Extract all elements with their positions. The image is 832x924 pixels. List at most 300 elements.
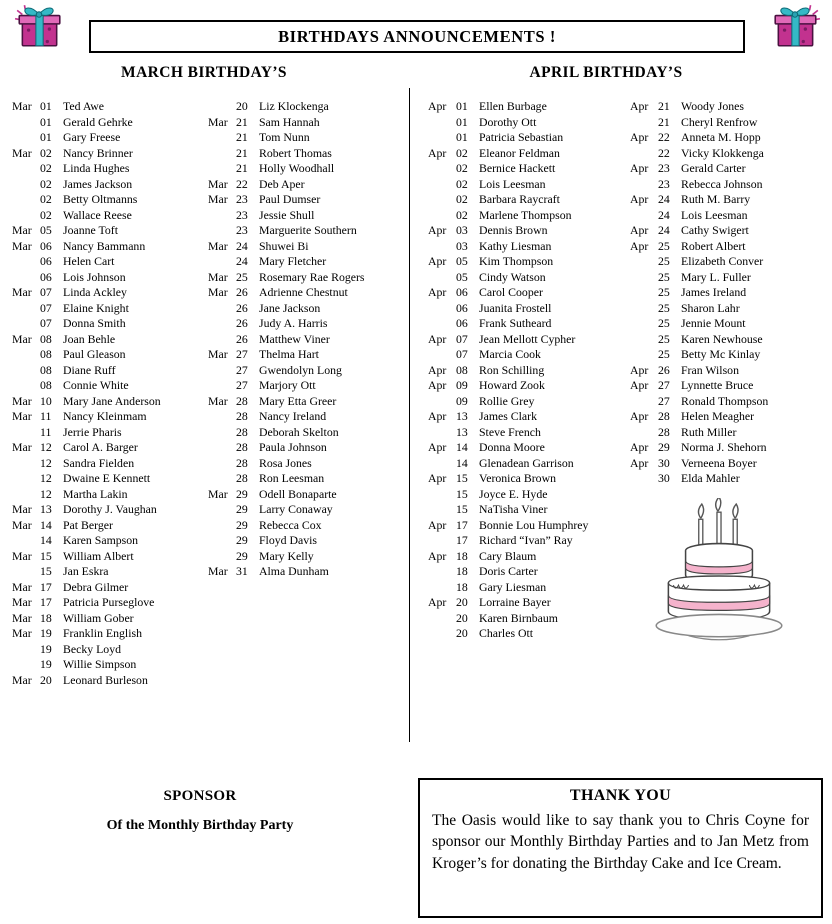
month-label: Mar [12, 517, 32, 532]
day-label: 24 [236, 238, 248, 253]
day-label: 02 [40, 192, 52, 206]
day-label: 18 [40, 610, 52, 625]
birthday-row [12, 223, 161, 239]
birthday-row [428, 425, 588, 441]
day-label: 02 [456, 207, 468, 222]
person-name: Marguerite Southern [259, 223, 357, 237]
day-label: 25 [236, 269, 248, 284]
birthday-row [12, 394, 161, 410]
month-label: Apr [630, 409, 649, 423]
birthday-row [630, 440, 768, 456]
month-label [12, 115, 40, 131]
person-name: Linda Ackley [63, 285, 127, 299]
month-label: Mar [12, 285, 32, 299]
day-label: 27 [658, 378, 670, 392]
day-label: 26 [658, 362, 670, 377]
birthday-row [630, 192, 768, 208]
person-name: Rebecca Johnson [681, 176, 763, 191]
day-label: 21 [658, 99, 670, 113]
person-name: Joanne Toft [63, 223, 118, 237]
person-name: Holly Woodhall [259, 161, 335, 175]
birthday-row [208, 301, 365, 317]
month-label: Mar [12, 502, 32, 516]
thank-you-title: THANK YOU [569, 787, 672, 804]
day-label: 25 [658, 254, 670, 268]
person-name: Elizabeth Conver [681, 254, 764, 268]
birthday-row [428, 192, 588, 208]
month-label [12, 363, 40, 379]
month-label: Apr [630, 440, 649, 454]
person-name: Liz Klockenga [259, 99, 329, 113]
birthday-row [208, 456, 365, 472]
day-label: 25 [658, 238, 670, 253]
birthday-row [12, 332, 161, 348]
march-section-title: MARCH BIRTHDAY’S [121, 64, 287, 81]
day-label: 26 [236, 285, 248, 299]
birthday-row [428, 549, 588, 565]
person-name: Dennis Brown [479, 223, 548, 237]
person-name: Ron Schilling [479, 362, 545, 377]
person-name: Gary Freese [63, 130, 121, 144]
day-label: 19 [40, 657, 52, 671]
person-name: Woody Jones [681, 99, 744, 113]
month-label [12, 657, 40, 673]
birthday-row [12, 130, 161, 146]
day-label: 12 [40, 440, 52, 454]
month-label [630, 425, 658, 441]
month-label [208, 471, 236, 487]
month-label [630, 208, 658, 224]
month-label: Mar [208, 285, 228, 299]
person-name: Jan Eskra [63, 564, 109, 578]
birthday-row [12, 316, 161, 332]
birthday-row [12, 549, 161, 565]
month-label: Mar [12, 223, 32, 237]
day-label: 17 [40, 595, 52, 609]
day-label: 28 [236, 471, 248, 485]
person-name: Richard “Ivan” Ray [479, 533, 573, 547]
person-name: Lois Leesman [479, 176, 546, 191]
month-label [630, 146, 658, 162]
month-label: Apr [428, 440, 447, 454]
birthday-row [12, 285, 161, 301]
day-label: 21 [236, 130, 248, 144]
month-label [428, 115, 456, 131]
birthday-row [208, 270, 365, 286]
month-label [12, 130, 40, 146]
birthday-row [12, 254, 161, 270]
month-label [12, 564, 40, 580]
person-name: Connie White [63, 378, 129, 392]
birthday-row [12, 425, 161, 441]
day-label: 01 [40, 114, 52, 129]
month-label [208, 456, 236, 472]
day-label: 21 [236, 114, 248, 129]
day-label: 13 [456, 409, 468, 423]
person-name: Linda Hughes [63, 161, 130, 175]
month-label [630, 301, 658, 317]
month-label [428, 580, 456, 596]
month-label [630, 115, 658, 131]
birthday-row [12, 673, 161, 689]
person-name: Becky Loyd [63, 641, 121, 656]
birthday-row [428, 332, 588, 348]
month-label [12, 177, 40, 193]
birthday-row [428, 99, 588, 115]
day-label: 02 [456, 161, 468, 175]
month-label [12, 161, 40, 177]
person-name: Fran Wilson [681, 362, 739, 377]
month-label: Mar [208, 393, 228, 408]
person-name: Cathy Swigert [681, 223, 749, 237]
birthday-row [630, 316, 768, 332]
month-label [208, 549, 236, 565]
birthday-row [428, 564, 588, 580]
birthday-row [428, 177, 588, 193]
day-label: 09 [456, 378, 468, 392]
month-label [428, 316, 456, 332]
person-name: Nancy Kleinmam [63, 409, 147, 423]
day-label: 14 [40, 533, 52, 547]
birthday-row [208, 332, 365, 348]
month-label: Mar [208, 269, 228, 284]
day-label: 07 [40, 285, 52, 299]
day-label: 18 [456, 564, 468, 578]
person-name: Rebecca Cox [259, 517, 322, 532]
birthday-row [12, 409, 161, 425]
day-label: 01 [40, 130, 52, 144]
birthday-row [630, 425, 768, 441]
gift-icon [770, 3, 822, 51]
birthday-row [428, 115, 588, 131]
sponsor-subtitle: Of the Monthly Birthday Party [106, 818, 294, 833]
person-name: James Ireland [681, 285, 747, 299]
month-label: Mar [12, 610, 32, 625]
birthday-row [12, 347, 161, 363]
april-list-column-1 [428, 99, 588, 642]
month-label: Mar [12, 145, 32, 160]
person-name: William Gober [63, 610, 134, 625]
birthday-row [208, 394, 365, 410]
person-name: Verneena Boyer [681, 455, 757, 470]
person-name: Mary Fletcher [259, 254, 327, 268]
person-name: Larry Conaway [259, 502, 333, 516]
birthday-row [630, 146, 768, 162]
month-label [428, 347, 456, 363]
birthday-row [12, 564, 161, 580]
birthday-row [12, 440, 161, 456]
person-name: Kathy Liesman [479, 238, 552, 253]
day-label: 29 [236, 548, 248, 563]
month-label [428, 161, 456, 177]
day-label: 30 [658, 455, 670, 470]
month-label [208, 208, 236, 224]
birthday-row [12, 595, 161, 611]
birthday-row [630, 223, 768, 239]
birthday-row [12, 99, 161, 115]
birthday-row [208, 254, 365, 270]
person-name: Martha Lakin [63, 486, 128, 501]
person-name: Leonard Burleson [63, 672, 148, 687]
birthday-row [12, 518, 161, 534]
person-name: Ruth Miller [681, 424, 737, 439]
person-name: Howard Zook [479, 378, 545, 392]
birthday-row [428, 440, 588, 456]
birthday-row [12, 239, 161, 255]
day-label: 17 [40, 579, 52, 594]
month-label [12, 471, 40, 487]
month-label: Apr [428, 362, 447, 377]
person-name: Jessie Shull [259, 207, 315, 222]
birthday-row [428, 502, 588, 518]
birthday-row [208, 518, 365, 534]
birthday-row [630, 363, 768, 379]
person-name: Ruth M. Barry [681, 192, 751, 206]
april-section-title: APRIL BIRTHDAY’S [529, 64, 683, 81]
day-label: 18 [456, 548, 468, 563]
day-label: 24 [658, 192, 670, 206]
person-name: Judy A. Harris [259, 316, 328, 330]
birthday-row [428, 316, 588, 332]
birthday-row [428, 518, 588, 534]
person-name: Sharon Lahr [681, 300, 740, 315]
birthday-row [208, 549, 365, 565]
person-name: Gerald Carter [681, 161, 746, 175]
day-label: 22 [658, 130, 670, 144]
birthday-row [630, 394, 768, 410]
birthday-row [630, 254, 768, 270]
person-name: Marlene Thompson [479, 207, 572, 222]
day-label: 21 [236, 145, 248, 160]
day-label: 02 [40, 145, 52, 160]
month-label [208, 316, 236, 332]
month-label: Mar [208, 486, 228, 501]
birthday-row [12, 378, 161, 394]
birthday-row [12, 580, 161, 596]
person-name: Karen Sampson [63, 533, 139, 547]
birthday-row [630, 332, 768, 348]
month-label [208, 425, 236, 441]
month-label [12, 208, 40, 224]
person-name: Vicky Klokkenga [681, 145, 764, 160]
thank-you-box [418, 778, 823, 918]
month-label [630, 285, 658, 301]
birthday-row [428, 161, 588, 177]
person-name: Adrienne Chestnut [259, 285, 348, 299]
day-label: 15 [456, 486, 468, 501]
person-name: Carol A. Barger [63, 440, 138, 454]
person-name: Ron Leesman [259, 471, 325, 485]
month-label [208, 409, 236, 425]
month-label [630, 332, 658, 348]
person-name: Thelma Hart [259, 347, 319, 361]
person-name: Marjory Ott [259, 378, 316, 392]
day-label: 14 [40, 517, 52, 532]
person-name: Eleanor Feldman [479, 145, 560, 160]
month-label [630, 177, 658, 193]
person-name: Robert Thomas [259, 145, 332, 160]
person-name: Sam Hannah [259, 114, 320, 129]
day-label: 20 [236, 99, 248, 113]
day-label: 28 [236, 440, 248, 454]
person-name: Cheryl Renfrow [681, 114, 758, 129]
day-label: 27 [658, 393, 670, 408]
month-label [208, 502, 236, 518]
person-name: Barbara Raycraft [479, 192, 560, 206]
day-label: 22 [658, 145, 670, 160]
month-label: Mar [12, 672, 32, 687]
month-label: Mar [12, 331, 32, 346]
month-label [428, 425, 456, 441]
month-label [208, 161, 236, 177]
month-label: Apr [630, 223, 649, 237]
person-name: Joyce E. Hyde [479, 486, 548, 501]
person-name: Betty Oltmanns [63, 192, 138, 206]
month-label: Mar [12, 393, 32, 408]
day-label: 09 [456, 393, 468, 408]
month-label: Mar [208, 192, 228, 206]
person-name: Deborah Skelton [259, 424, 339, 439]
day-label: 28 [658, 409, 670, 423]
sponsor-title: SPONSOR [163, 788, 237, 804]
person-name: Ted Awe [63, 99, 105, 113]
birthday-row [428, 409, 588, 425]
month-label: Mar [12, 579, 32, 594]
birthday-row [208, 425, 365, 441]
day-label: 07 [456, 347, 468, 361]
birthday-row [208, 99, 365, 115]
month-label: Mar [208, 564, 228, 578]
person-name: Jerrie Pharis [63, 424, 122, 439]
person-name: Mary Etta Greer [259, 393, 337, 408]
month-label [208, 518, 236, 534]
day-label: 08 [40, 347, 52, 361]
birthday-row [12, 301, 161, 317]
day-label: 28 [236, 409, 248, 423]
banner-title: BIRTHDAYS ANNOUNCEMENTS ! [278, 26, 556, 46]
person-name: Charles Ott [479, 626, 534, 640]
day-label: 26 [236, 300, 248, 315]
birthday-row [208, 161, 365, 177]
month-label: Apr [630, 192, 649, 206]
month-label [12, 642, 40, 658]
person-name: Paula Johnson [259, 440, 327, 454]
day-label: 02 [456, 192, 468, 206]
day-label: 26 [236, 331, 248, 346]
birthday-row [208, 440, 365, 456]
person-name: Lynnette Bruce [681, 378, 754, 392]
day-label: 25 [658, 331, 670, 346]
month-label [428, 208, 456, 224]
person-name: NaTisha Viner [479, 502, 548, 516]
person-name: Pat Berger [63, 517, 113, 532]
birthday-row [630, 409, 768, 425]
person-name: Jane Jackson [259, 300, 321, 315]
birthday-row [12, 611, 161, 627]
month-label: Mar [12, 626, 32, 640]
day-label: 29 [236, 517, 248, 532]
birthday-row [428, 208, 588, 224]
month-label: Apr [428, 595, 447, 609]
person-name: Glenadean Garrison [479, 455, 574, 470]
person-name: Patricia Sebastian [479, 130, 564, 144]
month-label [428, 564, 456, 580]
month-label: Apr [630, 238, 649, 253]
month-label: Apr [428, 409, 447, 423]
month-label [428, 177, 456, 193]
person-name: Nancy Brinner [63, 145, 133, 160]
day-label: 14 [456, 455, 468, 470]
day-label: 11 [40, 424, 52, 439]
day-label: 29 [236, 502, 248, 516]
month-label: Apr [428, 378, 447, 392]
person-name: Patricia Purseglove [63, 595, 155, 609]
birthday-row [428, 611, 588, 627]
month-label [12, 347, 40, 363]
month-label [630, 254, 658, 270]
month-label [208, 146, 236, 162]
day-label: 03 [456, 238, 468, 253]
birthday-row [208, 192, 365, 208]
day-label: 12 [40, 486, 52, 501]
birthday-row [428, 146, 588, 162]
day-label: 17 [456, 533, 468, 547]
person-name: Mary L. Fuller [681, 269, 751, 284]
month-label [208, 363, 236, 379]
person-name: Betty Mc Kinlay [681, 347, 761, 361]
day-label: 18 [456, 579, 468, 594]
day-label: 07 [456, 331, 468, 346]
person-name: Willie Simpson [63, 657, 137, 671]
day-label: 22 [236, 176, 248, 191]
day-label: 02 [456, 176, 468, 191]
birthday-row [428, 378, 588, 394]
birthday-row [630, 270, 768, 286]
month-label [630, 471, 658, 487]
month-label [208, 378, 236, 394]
day-label: 27 [236, 362, 248, 377]
month-label [630, 394, 658, 410]
person-name: Mary Jane Anderson [63, 393, 161, 408]
person-name: Elaine Knight [63, 300, 129, 315]
person-name: Deb Aper [259, 176, 305, 191]
person-name: Bernice Hackett [479, 161, 556, 175]
birthday-row [208, 177, 365, 193]
person-name: Rosa Jones [259, 455, 312, 470]
day-label: 23 [236, 192, 248, 206]
birthday-row [428, 363, 588, 379]
month-label: Apr [630, 378, 649, 392]
month-label: Mar [12, 595, 32, 609]
birthday-row [12, 642, 161, 658]
person-name: Donna Moore [479, 440, 545, 454]
birthday-row [208, 347, 365, 363]
month-label: Apr [428, 223, 447, 237]
birthday-row [428, 626, 588, 642]
person-name: Helen Cart [63, 254, 115, 268]
birthday-row [12, 177, 161, 193]
birthday-row [428, 223, 588, 239]
day-label: 21 [658, 114, 670, 129]
month-label [12, 254, 40, 270]
person-name: Mary Kelly [259, 548, 314, 563]
day-label: 06 [456, 285, 468, 299]
person-name: Wallace Reese [63, 207, 132, 222]
birthday-row [630, 239, 768, 255]
person-name: Paul Dumser [259, 192, 321, 206]
day-label: 25 [658, 316, 670, 330]
birthday-row [428, 347, 588, 363]
